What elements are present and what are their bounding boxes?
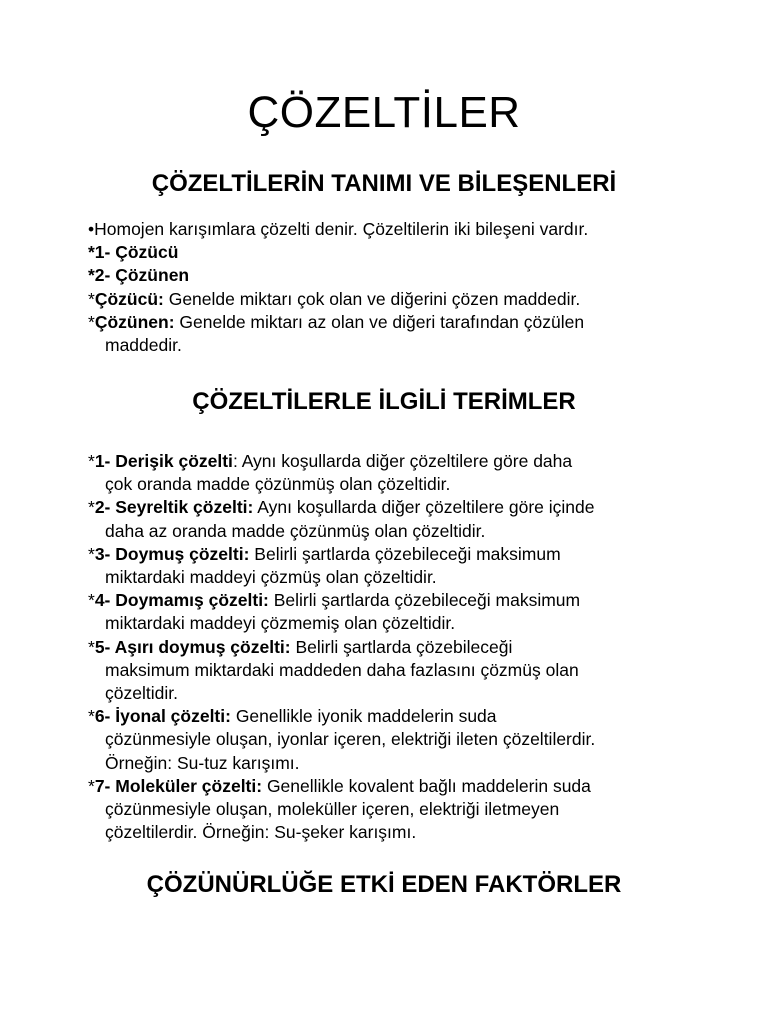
term-3-cont: miktardaki maddeyi çözmüş olan çözeltidir. [105, 567, 437, 588]
term-1: *1- Derişik çözelti: Aynı koşullarda diğer çözeltilere göre daha [88, 451, 573, 471]
term-4-cont: miktardaki maddeyi çözmemiş olan çözeltidir. [105, 613, 456, 634]
term-3-title: 3- Doymuş çözelti: [94, 543, 250, 564]
solute-text: Genelde miktarı az olan ve diğeri tarafından çözülen [174, 311, 585, 332]
term-2-cont: daha az oranda madde çözünmüş olan çözeltidir. [105, 520, 486, 541]
solvent-definition: *Çözücü: Genelde miktarı çok olan ve diğerini çözen maddedir. [88, 288, 581, 309]
term-1-cont: çok oranda madde çözünmüş olan çözeltidir. [105, 474, 451, 495]
page-title: ÇÖZELTİLER [247, 88, 521, 137]
term-2: *2- Seyreltik çözelti: Aynı koşullarda diğer çözeltilere göre içinde [88, 497, 595, 518]
term-4: *4- Doymamış çözelti: Belirli şartlarda çözebileceği maksimum [88, 590, 581, 611]
terms-list [88, 450, 728, 844]
term-4-title: 4- Doymamış çözelti: [94, 590, 269, 611]
term-3: *3- Doymuş çözelti: Belirli şartlarda çözebileceği maksimum [88, 543, 561, 564]
term-7-cont-1: çözünmesiyle oluşan, moleküller içeren, elektriği iletmeyen [105, 799, 560, 820]
term-6-cont-1: çözünmesiyle oluşan, iyonlar içeren, elektriği ileten çözeltilerdir. [105, 729, 596, 750]
term-6-title: 6- İyonal çözelti: [94, 706, 231, 727]
intro-paragraph: •Homojen karışımlara çözelti denir. Çözeltilerin iki bileşeni vardır. [88, 219, 589, 239]
section-heading-factors: ÇÖZÜNÜRLÜĞE ETKİ EDEN FAKTÖRLER [146, 871, 622, 898]
solute-definition-cont: maddedir. [105, 335, 182, 356]
section-heading-terms: ÇÖZELTİLERLE İLGİLİ TERİMLER [192, 388, 576, 415]
term-5-title: 5- Aşırı doymuş çözelti: [94, 636, 291, 657]
component-item-2: *2- Çözünen [88, 265, 190, 286]
section-heading-definition: ÇÖZELTİLERİN TANIMI VE BİLEŞENLERİ [151, 170, 617, 197]
term-7: *7- Moleküler çözelti: Genellikle kovalent bağlı maddelerin suda [88, 775, 591, 796]
term-7-cont-2: çözeltilerdir. Örneğin: Su-şeker karışımı. [105, 822, 417, 843]
component-item-1: *1- Çözücü [88, 242, 179, 263]
solute-term: Çözünen: [94, 311, 175, 332]
term-7-title: 7- Moleküler çözelti: [94, 775, 263, 796]
solvent-text: Genelde miktarı çok olan ve diğerini çözen maddedir. [163, 288, 581, 309]
definition-section [88, 218, 728, 357]
term-6: *6- İyonal çözelti: Genellikle iyonik maddelerin suda [88, 706, 497, 727]
solvent-term: Çözücü: [94, 288, 164, 309]
solute-definition: *Çözünen: Genelde miktarı az olan ve diğeri tarafından çözülen [88, 311, 585, 332]
term-1-title: 1- Derişik çözelti [94, 451, 233, 471]
term-5-cont-1: maksimum miktardaki maddeden daha fazlasını çözmüş olan [105, 659, 579, 680]
term-6-cont-2: Örneğin: Su-tuz karışımı. [105, 752, 300, 773]
term-2-title: 2- Seyreltik çözelti: [94, 497, 254, 518]
term-5: *5- Aşırı doymuş çözelti: Belirli şartlarda çözebileceği [88, 636, 513, 657]
term-5-cont-2: çözeltidir. [105, 683, 178, 704]
